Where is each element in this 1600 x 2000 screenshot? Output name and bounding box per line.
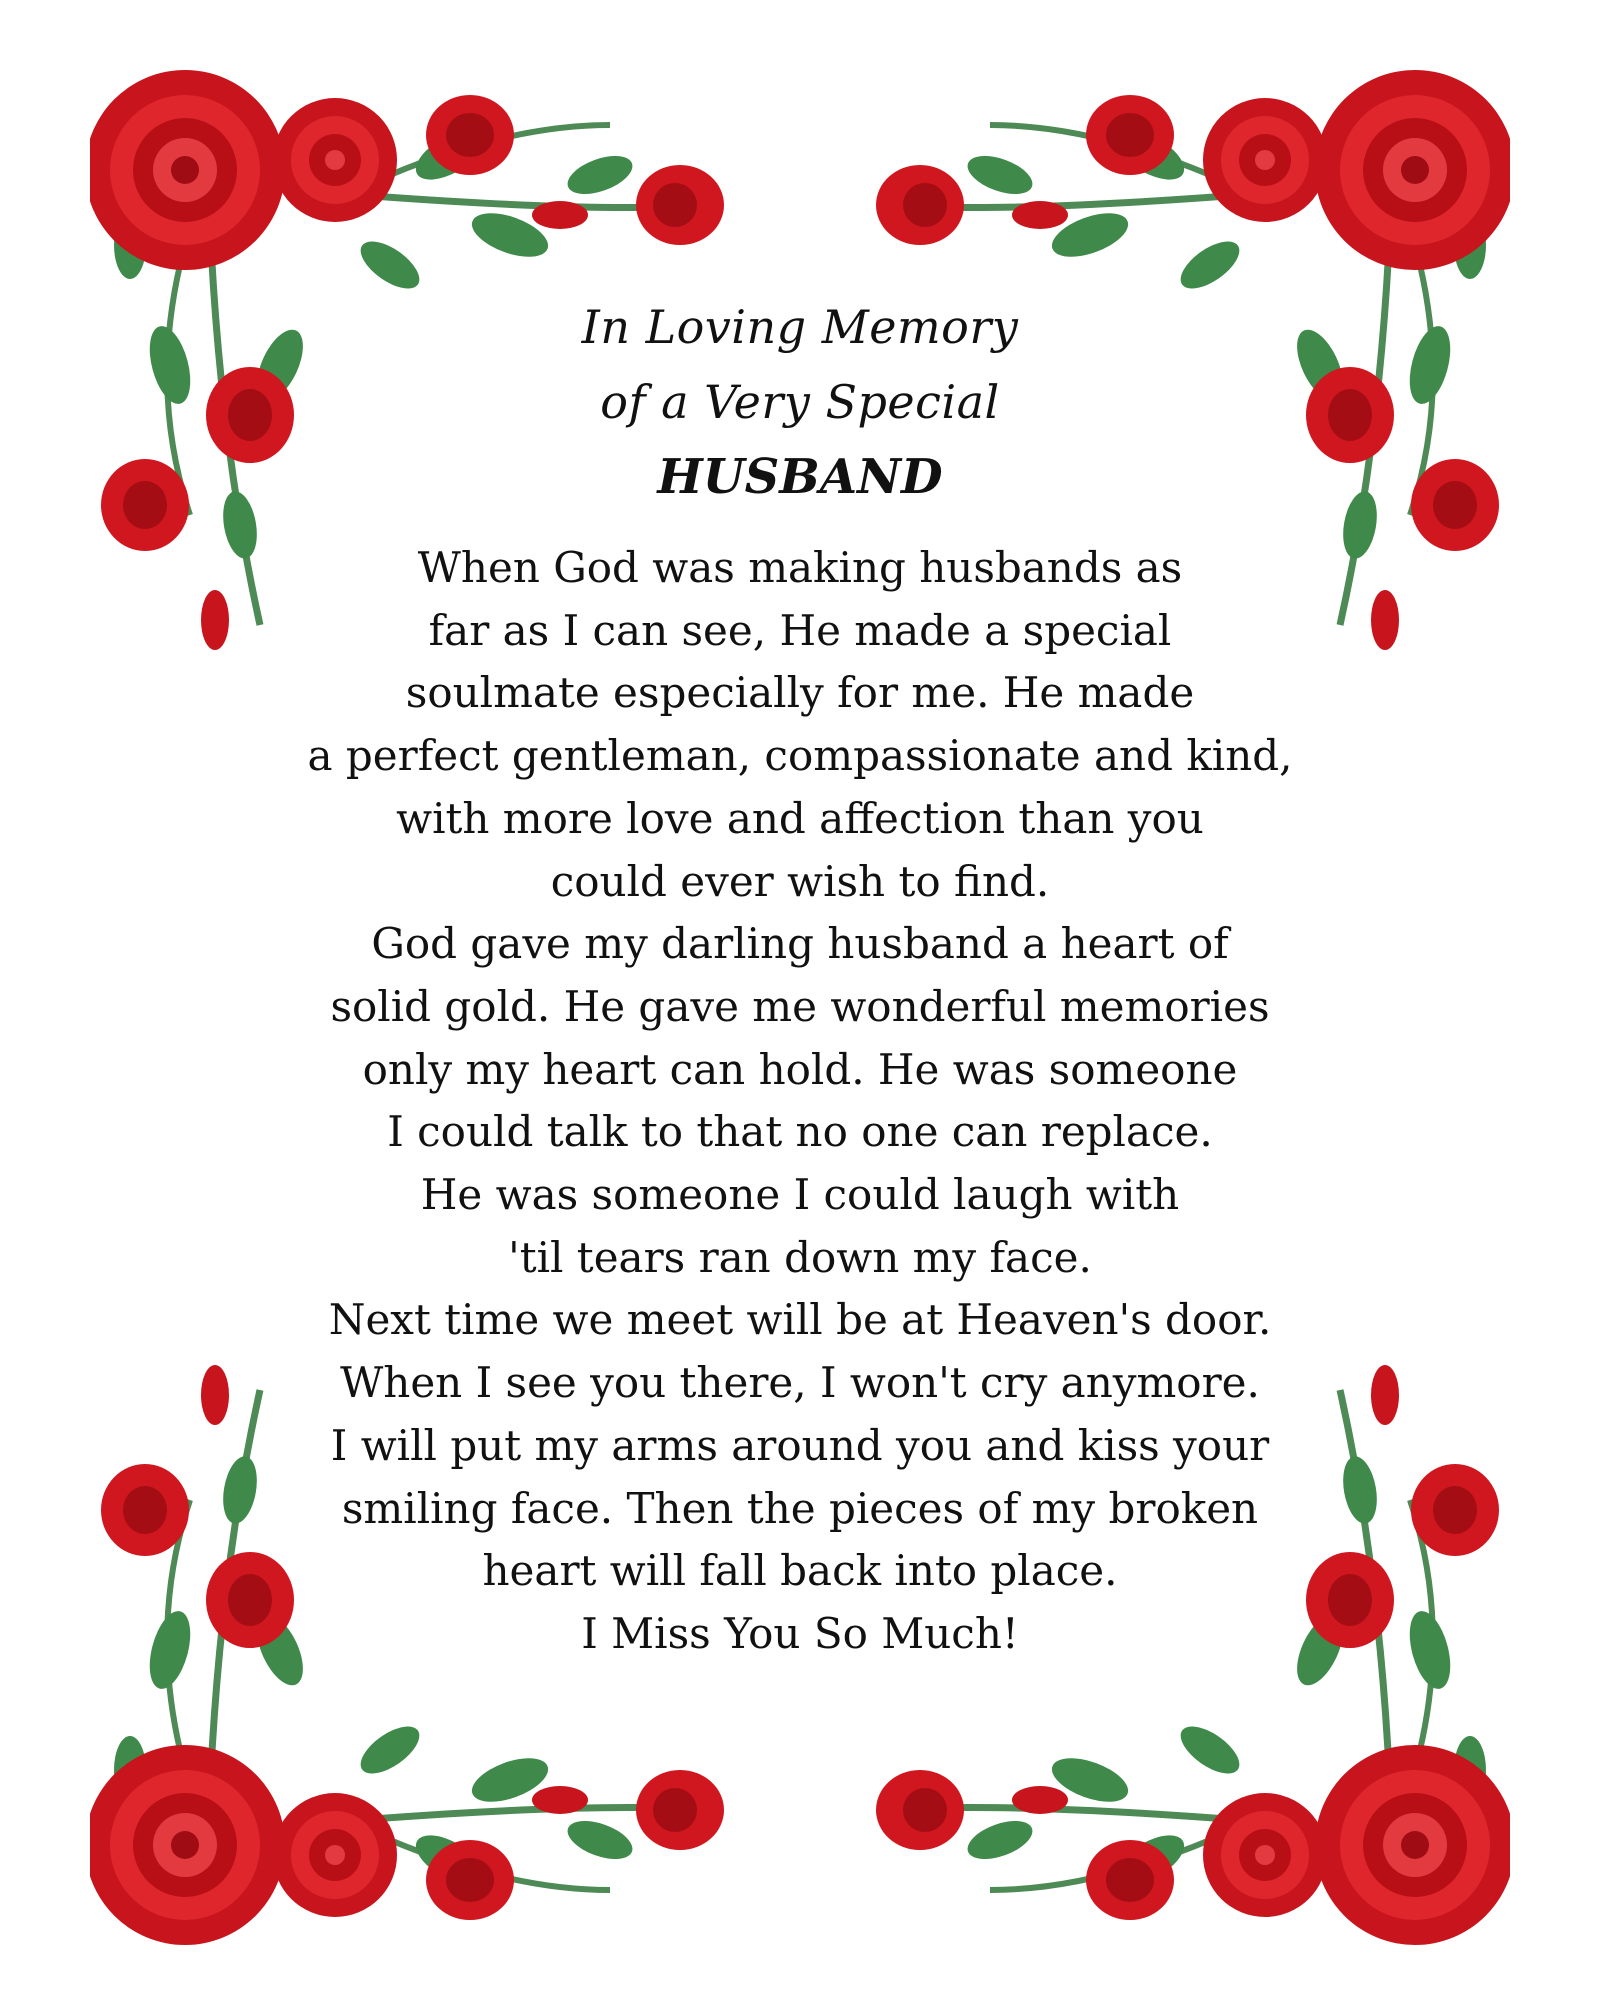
poem-line: only my heart can hold. He was someone [362,1044,1238,1094]
title-line-1: In Loving Memory [581,300,1019,354]
poem-line: soulmate especially for me. He made [405,668,1195,718]
poem-line: When I see you there, I won't cry anymore. [340,1358,1260,1408]
poem-line: 'til tears ran down my face. [508,1232,1092,1282]
memorial-content [240,290,1360,1666]
poem-body [240,537,1360,1666]
poem-line: When God was making husbands as [417,543,1183,592]
poem-line: He was someone I could laugh with [420,1170,1180,1220]
poem-line: far as I can see, He made a special [428,605,1172,655]
poem-line: solid gold. He gave me wonderful memories [330,981,1270,1031]
poem-line: I could talk to that no one can replace. [387,1107,1213,1157]
poem-line: I will put my arms around you and kiss your [330,1420,1270,1470]
poem-line: with more love and affection than you [396,793,1204,843]
title-line-2: of a Very Special [600,375,1000,429]
poem-line: a perfect gentleman, compassionate and kind, [307,731,1293,781]
poem-line: Next time we meet will be at Heaven's door. [328,1295,1272,1345]
poem-line: smiling face. Then the pieces of my broken [341,1483,1259,1533]
poem-line: I Miss You So Much! [581,1608,1019,1658]
title-husband: HUSBAND [657,449,943,505]
poem-line: heart will fall back into place. [482,1546,1118,1596]
poem-line: could ever wish to find. [550,856,1050,906]
poem-line: God gave my darling husband a heart of [371,919,1229,969]
